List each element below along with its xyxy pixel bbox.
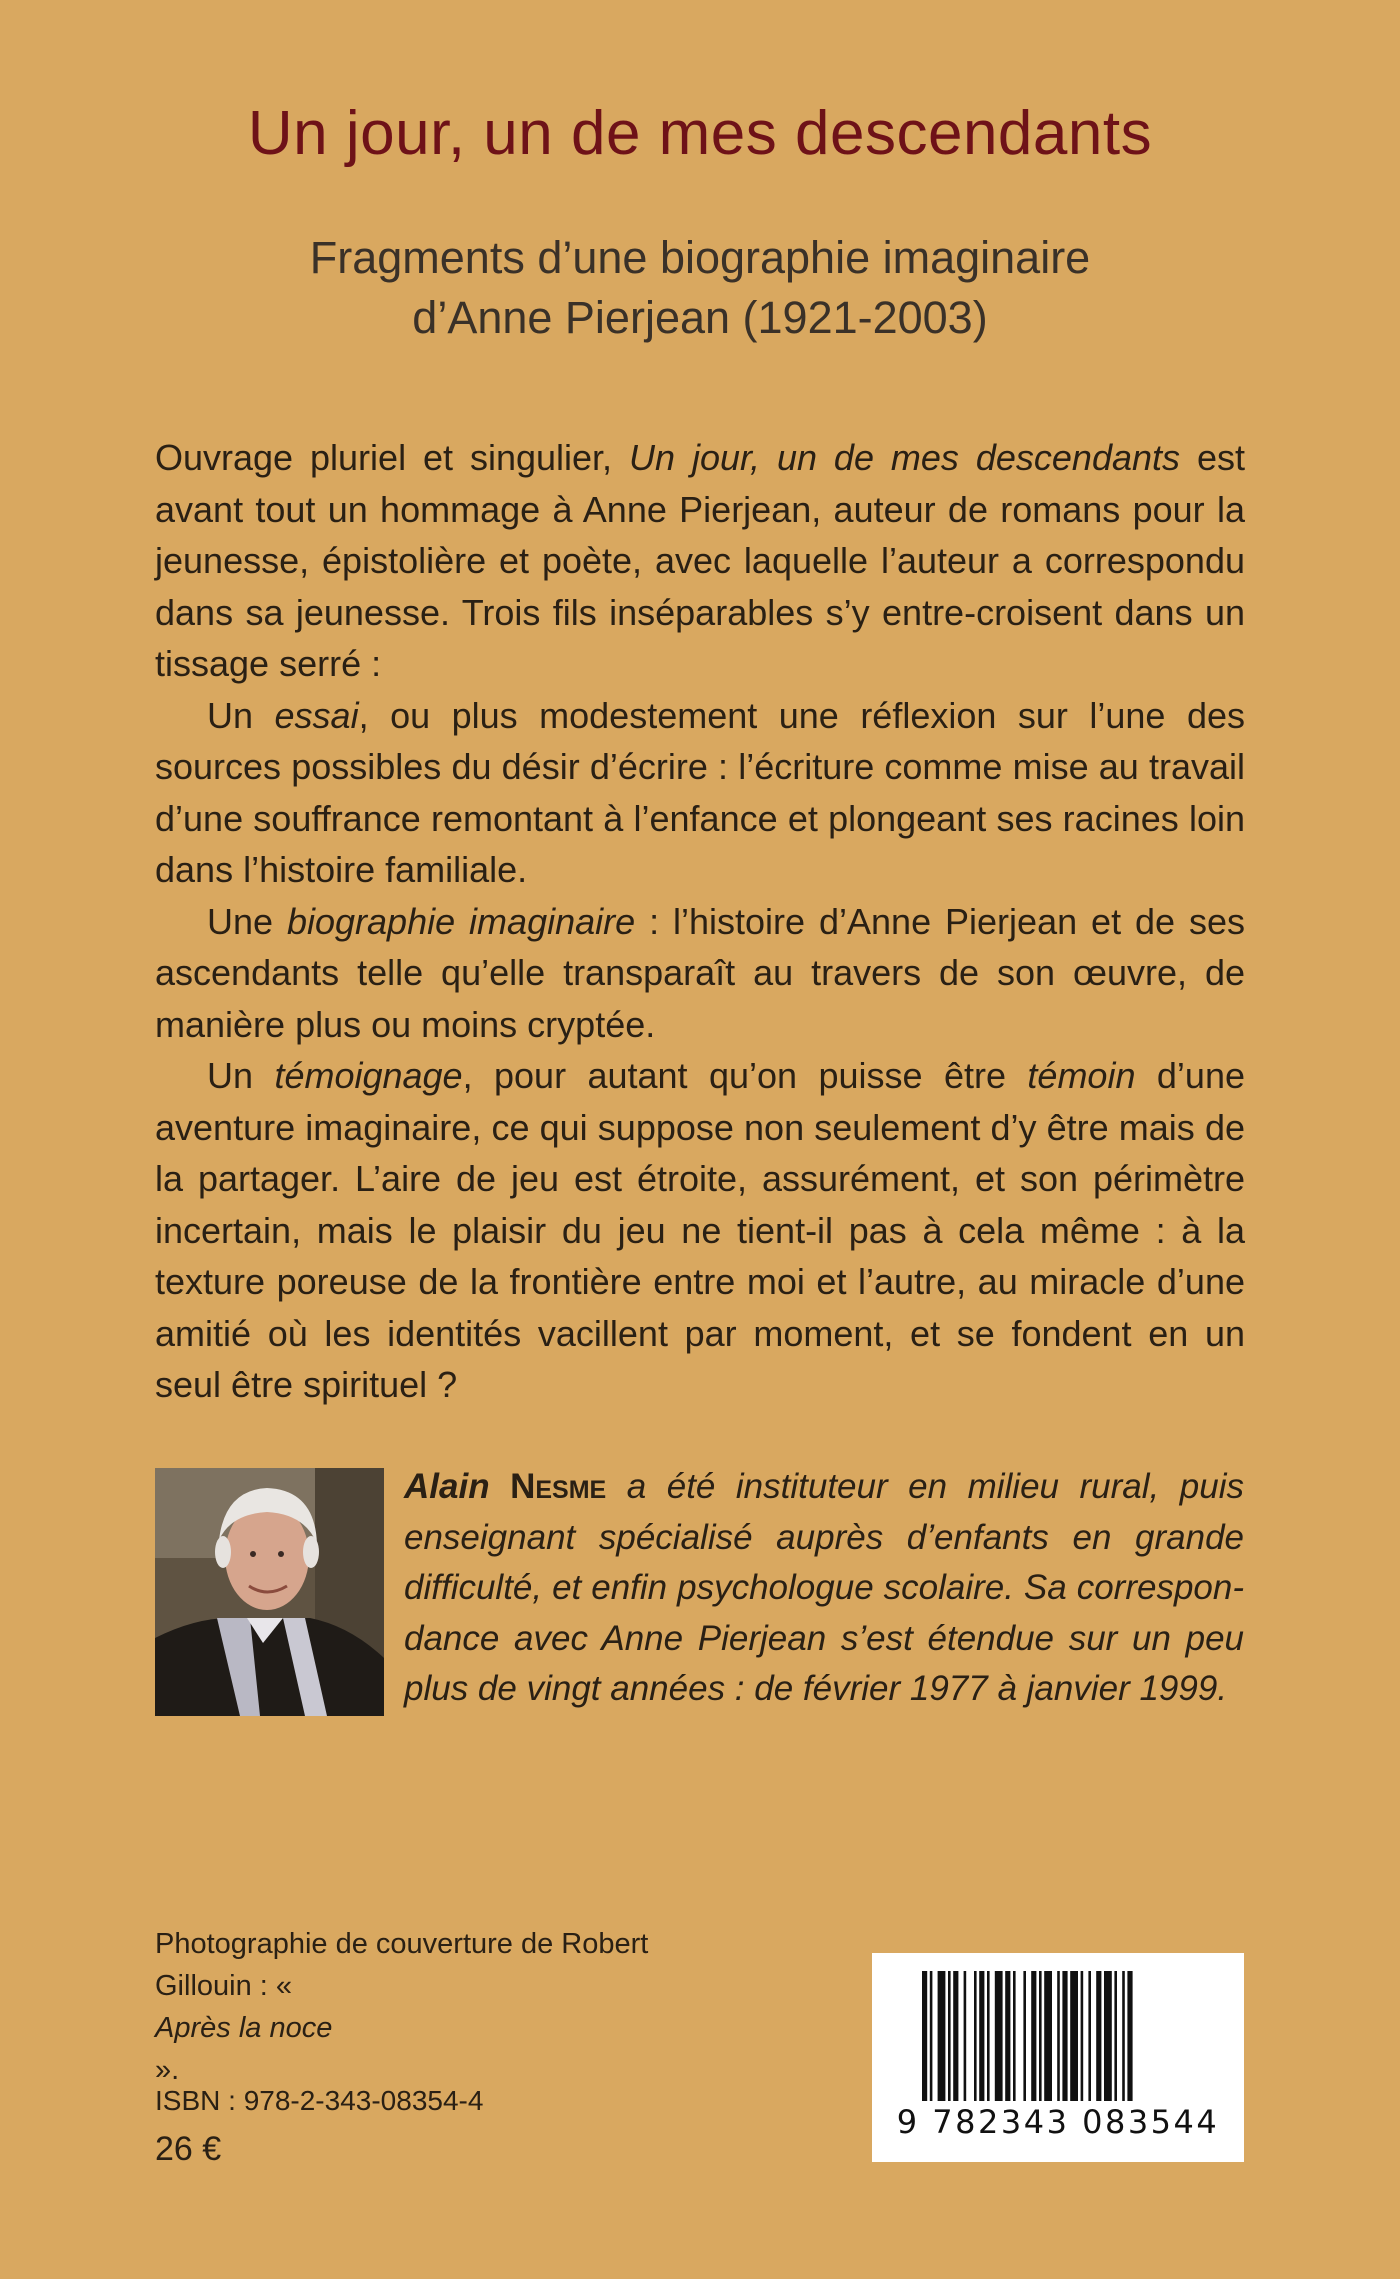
- isbn: ISBN : 978-2-343-08354-4: [155, 2085, 484, 2116]
- barcode-bar: [1114, 1971, 1117, 2101]
- barcode-bar: [1039, 1971, 1042, 2101]
- barcode-digits: 9 782343 083544: [896, 2103, 1220, 2141]
- subtitle-line-2: d’Anne Pierjean (1921-2003): [412, 292, 988, 343]
- barcode-bar: [1122, 1971, 1125, 2101]
- barcode-bar: [938, 1971, 946, 2101]
- barcode-bar: [1031, 1971, 1036, 2101]
- p4-em-2: témoin: [1027, 1055, 1136, 1096]
- author-last-name: Nesme: [510, 1467, 607, 1506]
- barcode-bar: [930, 1971, 933, 2101]
- barcode-bar: [1023, 1971, 1026, 2101]
- barcode-bar: [1013, 1971, 1016, 2101]
- author-photo: [155, 1468, 384, 1716]
- author-bio-paragraph: [404, 1462, 1244, 1715]
- barcode-bar: [987, 1971, 990, 2101]
- book-subtitle: [0, 228, 1400, 348]
- p3-text-a: Une: [207, 900, 287, 942]
- photo-credit: [155, 1923, 715, 2091]
- blurb-paragraph-3: [155, 896, 1245, 1051]
- p1-text-a: Ouvrage pluriel et singulier,: [155, 437, 629, 478]
- author-bio: [404, 1462, 1244, 1715]
- barcode-bar: [964, 1971, 967, 2101]
- blurb: [155, 432, 1245, 1411]
- p4-text-c: d’une aventure imaginaire, ce qui suppose non seulement d’y être mais de la partager. L’aire de jeu est étroite, assurément, et son périmètre incertain, mais le plaisir du jeu ne tient-il pas à cela même : à la texture poreuse de la frontière entre moi et l’autre, au miracle d’une amitié où les identités vacillent par moment, et se fondent en un seul être spirituel ?: [155, 1055, 1245, 1405]
- credit-line-2-a: Gillouin : «: [155, 1970, 293, 2002]
- barcode-bar: [1088, 1971, 1091, 2101]
- barcode-bar: [1081, 1971, 1084, 2101]
- p4-text-a: Un: [207, 1055, 275, 1096]
- subtitle-line-1: Fragments d’une biographie imaginaire: [309, 232, 1091, 283]
- p1-text-b: est avant tout un hommage à Anne Pierjean, auteur de romans pour la jeunesse, épistolière et poète, avec laquelle l’auteur a correspondu dans sa jeunesse. Trois fils inséparables s’y entre-croisent dans un tissage serré :: [155, 437, 1245, 684]
- barcode-bar: [974, 1971, 977, 2101]
- author-bio-text: a été instituteur en milieu rural, puis enseignant spécialisé auprès d’enfants en grande difficulté, et enfin psychologue scolaire. Sa correspon-dance avec Anne Pierjean s’est étendue sur un peu plus de vingt années : de février 1977 à janvier 1999.: [404, 1467, 1244, 1708]
- barcode-bar: [953, 1971, 958, 2101]
- barcode-bar: [1104, 1971, 1112, 2101]
- barcode-bar: [1127, 1971, 1132, 2101]
- book-title: Un jour, un de mes descendants: [247, 99, 1153, 168]
- barcode-bar: [1070, 1971, 1078, 2101]
- p2-em: essai: [274, 694, 359, 736]
- barcode-bar: [1044, 1971, 1052, 2101]
- author-first-name: Alain: [404, 1467, 490, 1506]
- credit-line-2-b: ».: [155, 2054, 180, 2086]
- barcode-bar: [979, 1971, 984, 2101]
- p4-em-1: témoignage: [274, 1055, 463, 1096]
- barcode-bar: [922, 1971, 927, 2101]
- barcode-bar: [1057, 1971, 1060, 2101]
- barcode-bar: [1096, 1971, 1101, 2101]
- blurb-paragraph-4: [155, 1050, 1245, 1411]
- barcode-bar: [1062, 1971, 1067, 2101]
- p3-text-b: : l’histoire d’Anne Pierjean et de ses ascendants telle qu’elle transparaît au travers de son œuvre, de manière plus ou moins cryptée.: [155, 900, 1246, 1045]
- blurb-paragraph-2: [155, 690, 1245, 896]
- p4-text-b: , pour autant qu’on puisse être: [462, 1055, 1028, 1096]
- barcode: [872, 1953, 1244, 2162]
- p3-em: biographie imaginaire: [286, 900, 636, 942]
- blurb-paragraph-1: [155, 432, 1245, 690]
- barcode-bar: [948, 1971, 951, 2101]
- price: 26 €: [155, 2130, 222, 2168]
- p1-title-em: Un jour, un de mes descendants: [629, 437, 1181, 478]
- credit-line-2: [155, 1965, 715, 2091]
- p2-text-a: Un: [207, 694, 275, 736]
- credit-line-1: Photographie de couverture de Robert: [155, 1928, 649, 1960]
- p2-text-b: , ou plus modestement une réflexion sur l’une des sources possibles du désir d’écrire : l’écriture comme mise au travail d’une souffrance remontant à l’enfance et plongeant ses racines loin dans l’histoire familiale.: [155, 694, 1245, 890]
- barcode-bar: [1005, 1971, 1010, 2101]
- credit-work-title: Après la noce: [155, 2012, 333, 2044]
- barcode-bar: [995, 1971, 1003, 2101]
